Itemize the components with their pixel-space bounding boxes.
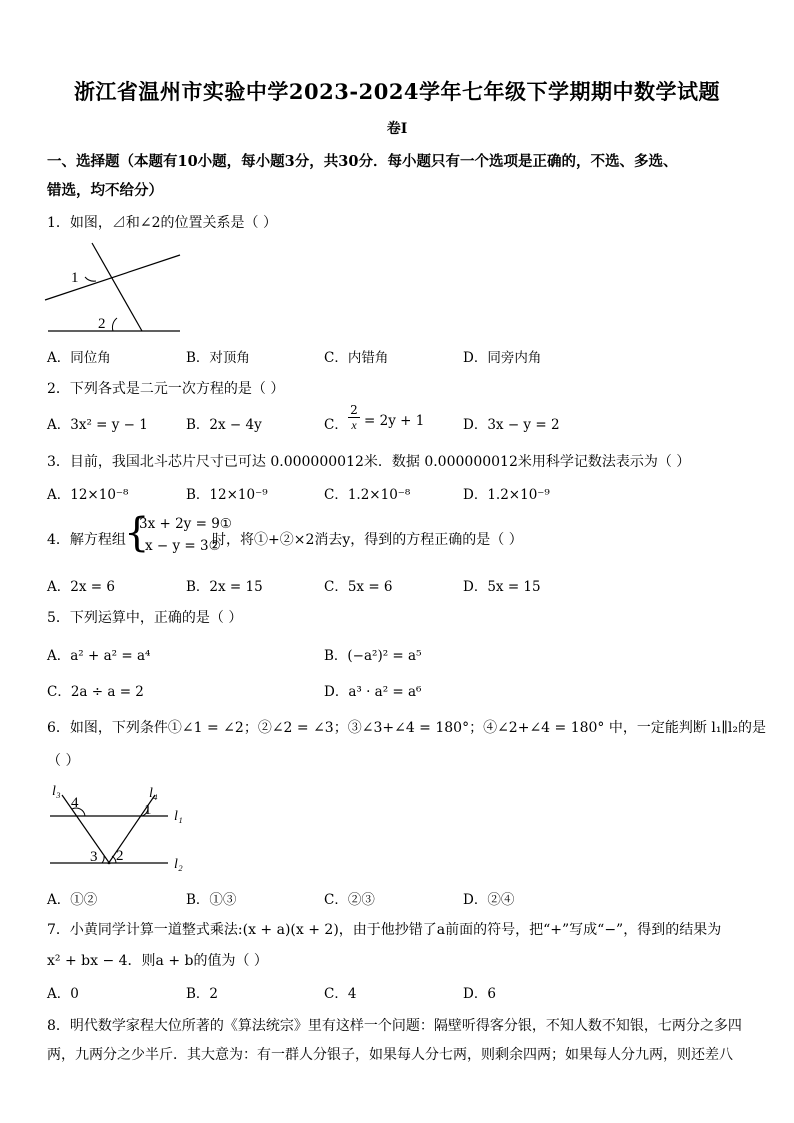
angle-1-label: 1 [71,270,79,286]
line-l1-label: l₁ [174,809,183,824]
question-8-cont: 两，九两分之少半斤．其大意为：有一群人分银子，如果每人分七两，则剩余四两；如果每人分九两，则还差八 [47,1047,733,1063]
q3-option-b: B．12×10⁻⁹ [186,487,268,503]
q5-option-d: D．a³ · a² = a⁶ [324,684,422,700]
fraction-denominator: x [348,417,360,432]
q2-option-a: A．3x² = y − 1 [47,417,148,433]
question-3: 3．目前，我国北斗芯片尺寸已可达 0.000000012米．数据 0.000000012米用科学记数法表示为（ ） [47,454,691,470]
q6-option-a: A．①② [47,892,98,908]
q6-option-b: B．①③ [186,892,237,908]
angle-2-label: 2 [98,316,106,332]
system-equation-2: x − y = 3② [145,538,221,554]
q4-option-c: C．5x = 6 [324,579,393,595]
q7-option-b: B．2 [186,986,219,1002]
q2-c-rest: = 2y + 1 [364,413,425,429]
question-8: 8．明代数学家程大位所著的《算法统宗》里有这样一个问题：隔壁听得客分银，不知人数不知银，七两分之多四 [47,1018,742,1034]
question-6-paren: （ ） [47,753,80,769]
q2-option-b: B．2x − 4y [186,417,262,433]
q1-option-b: B．对顶角 [186,350,250,366]
angle-3-label: 3 [90,849,98,865]
question-1: 1．如图，⊿和∠2的位置关系是（ ） [47,215,277,231]
angle-2-label: 2 [116,848,124,864]
page-subtitle: 卷I [386,121,408,137]
q2-option-c: C． [324,417,348,433]
question-5: 5．下列运算中，正确的是（ ） [47,610,243,626]
section-heading: 一、选择题（本题有10小题，每小题3分，共30分．每小题只有一个选项是正确的，不选、多选、 [47,153,678,170]
q4-option-b: B．2x = 15 [186,579,263,595]
q3-option-d: D．1.2×10⁻⁹ [463,487,550,503]
question-7-cont: x² + bx − 4．则a + b的值为（ ） [47,953,268,969]
q5-option-c: C．2a ÷ a = 2 [47,684,144,700]
q3-option-c: C．1.2×10⁻⁸ [324,487,411,503]
q4-option-d: D．5x = 15 [463,579,541,595]
page-title: 浙江省温州市实验中学2023-2024学年七年级下学期期中数学试题 [73,79,721,104]
q5-option-b: B．(−a²)² = a⁵ [324,648,422,664]
line-l3-label: l₃ [52,784,61,799]
q1-option-c: C．内错角 [324,350,389,366]
q7-option-c: C．4 [324,986,357,1002]
system-equation-1: 3x + 2y = 9① [139,516,232,532]
q5-option-a: A．a² + a² = a⁴ [47,648,151,664]
figure-q6 [40,780,200,875]
q4-option-a: A．2x = 6 [47,579,115,595]
question-6: 6．如图，下列条件①∠1 = ∠2；②∠2 = ∠3；③∠3+∠4 = 180°；④∠2+∠4 = 180° 中，一定能判断 l₁∥l₂的是 [47,720,766,736]
question-4-suffix: 时，将①+②×2消去y，得到的方程正确的是（ ） [212,532,523,548]
fraction-numerator: 2 [350,403,358,417]
angle-1-label: 1 [144,802,152,818]
q2-option-d: D．3x − y = 2 [463,417,560,433]
q6-option-d: D．②④ [463,892,515,908]
q7-option-a: A．0 [47,986,79,1002]
q7-option-d: D．6 [463,986,496,1002]
q2-c-fraction [348,403,360,432]
question-4-prefix: 4．解方程组 [47,532,126,548]
line-l4-label: l₄ [149,786,158,801]
q6-option-c: C．②③ [324,892,375,908]
angle-4-label: 4 [71,795,79,811]
figure-q1 [40,240,190,340]
q3-option-a: A．12×10⁻⁸ [47,487,129,503]
q1-option-d: D．同旁内角 [463,350,542,366]
question-7: 7．小黄同学计算一道整式乘法:(x + a)(x + 2)，由于他抄错了a前面的符号，把“+”写成“−”，得到的结果为 [47,922,722,938]
line-l2-label: l₂ [174,857,183,872]
system-brace: { [124,510,150,556]
q1-option-a: A．同位角 [47,350,111,366]
section-heading-cont: 错选，均不给分） [47,182,163,199]
question-2: 2．下列各式是二元一次方程的是（ ） [47,381,285,397]
